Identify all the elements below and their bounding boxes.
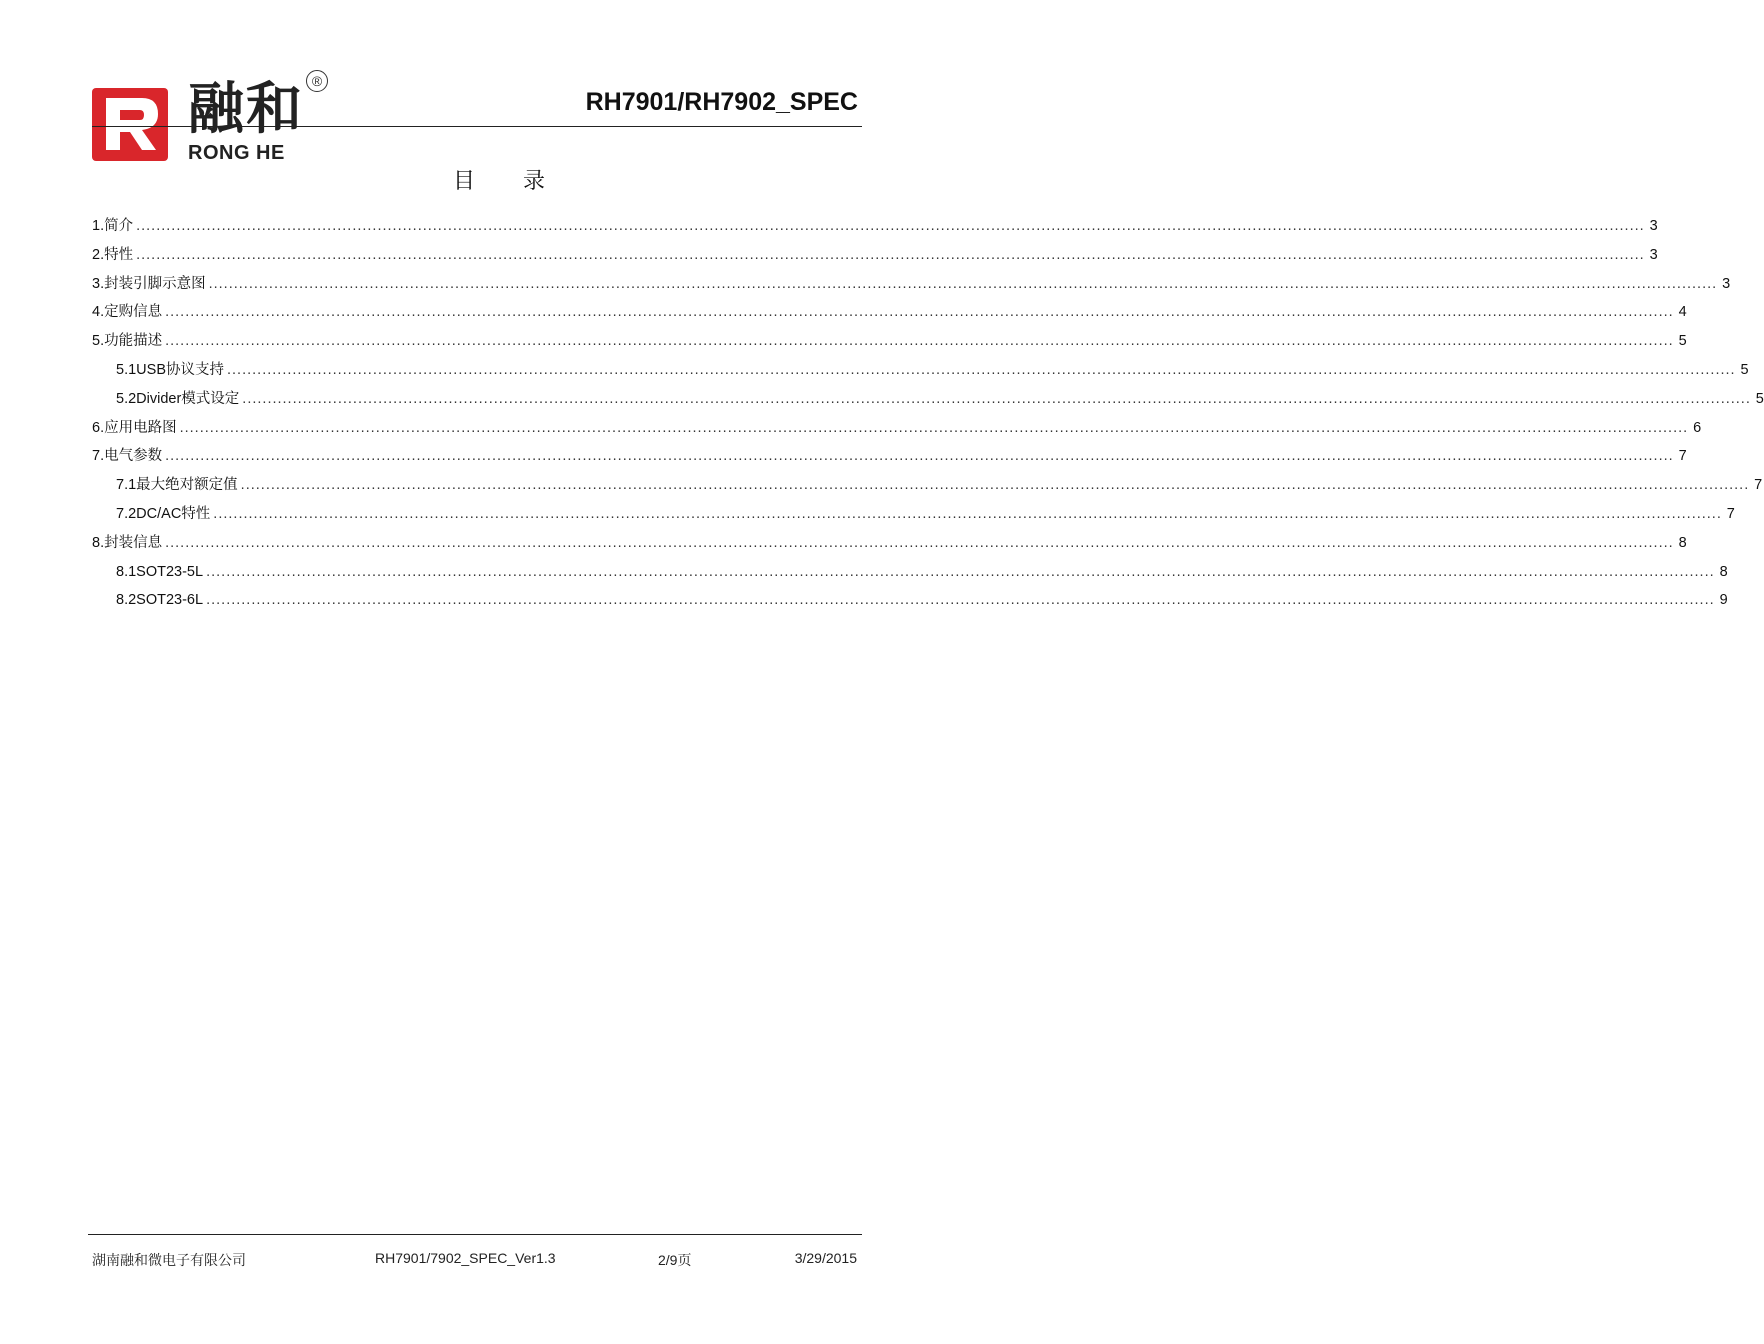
toc-entry-title: 特性 — [104, 246, 134, 263]
footer-divider — [88, 1234, 862, 1235]
toc-heading: 目录 — [452, 169, 593, 194]
toc-leader-dots: ............................................................................................................................................................................................................................................................................................................ — [242, 390, 1751, 407]
toc-entry-page: 4 — [1678, 304, 1687, 321]
toc-leader-dots: ............................................................................................................................................................................................................................................................................................................ — [136, 218, 1645, 234]
toc-leader-dots: ............................................................................................................................................................................................................................................................................................................ — [165, 534, 1674, 551]
toc-entry-title: 功能描述 — [104, 333, 163, 350]
toc-entry[interactable] — [92, 446, 1687, 475]
footer-page-number: 2/9页 — [658, 1252, 692, 1268]
toc-leader-dots: ............................................................................................................................................................................................................................................................................................................ — [206, 592, 1715, 609]
toc-entry-title: 最大绝对额定值 — [136, 477, 238, 494]
toc-entry-title: 电气参数 — [104, 448, 163, 465]
header-divider — [92, 126, 862, 127]
toc-entry-number: 5. — [92, 333, 105, 350]
toc-leader-dots: ............................................................................................................................................................................................................................................................................................................ — [206, 563, 1715, 580]
toc-entry-number: 5.1 — [116, 361, 137, 378]
toc-entry[interactable] — [92, 331, 1687, 360]
registered-mark: ® — [306, 70, 328, 92]
toc-entry-page: 7 — [1678, 448, 1687, 465]
toc-entry-page: 6 — [1693, 419, 1702, 436]
toc-entry[interactable] — [92, 274, 1731, 303]
toc-entry-page: 7 — [1726, 505, 1735, 522]
toc-entry[interactable] — [92, 245, 1658, 274]
toc-entry-title: 定购信息 — [104, 304, 163, 321]
table-of-contents — [92, 216, 1764, 619]
logo-mark-icon — [92, 88, 168, 161]
toc-leader-dots: ............................................................................................................................................................................................................................................................................................................ — [165, 448, 1674, 465]
toc-entry-page: 7 — [1754, 477, 1763, 494]
toc-entry-page: 5 — [1755, 390, 1764, 407]
toc-entry[interactable] — [92, 216, 1658, 245]
toc-entry-number: 4. — [92, 304, 105, 321]
toc-leader-dots: ............................................................................................................................................................................................................................................................................................................ — [213, 505, 1722, 522]
toc-entry-page: 5 — [1740, 361, 1749, 378]
toc-leader-dots: ............................................................................................................................................................................................................................................................................................................ — [208, 275, 1718, 292]
company-logo — [92, 70, 332, 165]
toc-leader-dots: ............................................................................................................................................................................................................................................................................................................ — [165, 333, 1674, 350]
toc-entry-number: 7.2 — [116, 505, 137, 522]
footer-date: 3/29/2015 — [794, 1250, 857, 1266]
toc-entry-page: 9 — [1719, 592, 1728, 609]
toc-entry-title: Divider模式设定 — [136, 390, 240, 407]
toc-entry-title: SOT23-6L — [136, 592, 204, 609]
toc-entry-title: 封装信息 — [104, 534, 163, 551]
toc-entry-number: 5.2 — [116, 390, 137, 407]
toc-entry-number: 6. — [92, 419, 105, 436]
toc-entry-title: 简介 — [104, 218, 134, 234]
toc-leader-dots: ............................................................................................................................................................................................................................................................................................................ — [165, 304, 1674, 321]
toc-entry-title: 应用电路图 — [104, 419, 177, 436]
toc-entry-page: 3 — [1649, 218, 1658, 234]
logo-chinese-text: 融和 — [188, 77, 304, 142]
toc-entry-number: 7.1 — [116, 477, 137, 494]
toc-leader-dots: ............................................................................................................................................................................................................................................................................................................ — [227, 361, 1736, 378]
toc-entry-number: 8.2 — [116, 592, 137, 609]
toc-leader-dots: ............................................................................................................................................................................................................................................................................................................ — [179, 419, 1689, 436]
toc-entry-number: 8.1 — [116, 563, 137, 580]
toc-entry-page: 8 — [1719, 563, 1728, 580]
toc-entry[interactable] — [92, 418, 1702, 447]
toc-entry[interactable] — [92, 590, 1728, 619]
toc-entry[interactable] — [92, 533, 1687, 562]
toc-entry-title: USB协议支持 — [136, 361, 224, 378]
toc-entry[interactable] — [92, 302, 1687, 331]
toc-entry[interactable] — [92, 389, 1764, 418]
toc-entry-page: 5 — [1678, 333, 1687, 350]
logo-english-text: RONG HE — [188, 142, 285, 164]
toc-entry[interactable] — [92, 504, 1735, 533]
toc-leader-dots: ............................................................................................................................................................................................................................................................................................................ — [136, 246, 1645, 263]
toc-entry-title: DC/AC特性 — [136, 505, 211, 522]
toc-entry-page: 3 — [1722, 275, 1731, 292]
document-title: RH7901/RH7902_SPEC — [585, 88, 858, 116]
toc-entry[interactable] — [92, 475, 1763, 504]
toc-entry-title: SOT23-5L — [136, 563, 204, 580]
toc-entry-number: 8. — [92, 534, 105, 551]
toc-entry-number: 3. — [92, 275, 105, 292]
toc-entry-number: 2. — [92, 246, 105, 263]
footer-company: 湖南融和微电子有限公司 — [92, 1252, 246, 1268]
toc-entry-title: 封装引脚示意图 — [104, 275, 206, 292]
toc-leader-dots: ............................................................................................................................................................................................................................................................................................................ — [240, 477, 1750, 494]
toc-entry-page: 8 — [1678, 534, 1687, 551]
toc-entry-number: 7. — [92, 448, 105, 465]
toc-entry[interactable] — [92, 562, 1728, 591]
footer-doc-version: RH7901/7902_SPEC_Ver1.3 — [375, 1250, 556, 1266]
toc-entry-page: 3 — [1649, 246, 1658, 263]
toc-entry-number: 1. — [92, 218, 105, 234]
toc-entry[interactable] — [92, 360, 1749, 389]
